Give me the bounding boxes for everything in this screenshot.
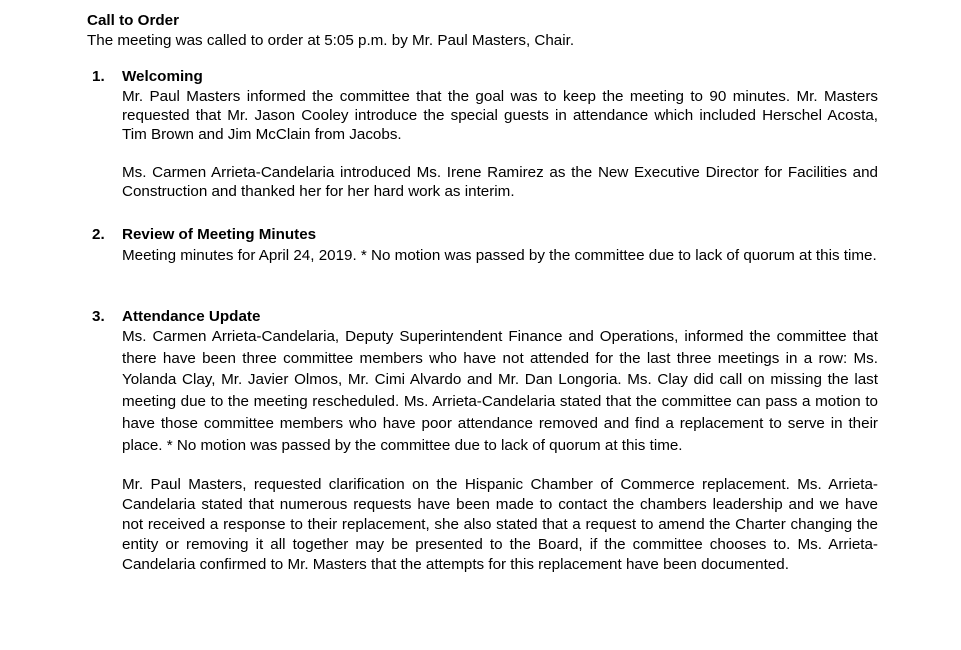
- item-paragraph: Meeting minutes for April 24, 2019. * No motion was passed by the committee due to lack of quorum at this time.: [122, 247, 877, 264]
- item-paragraph: Mr. Paul Masters informed the committee that the goal was to keep the meeting to 90 minutes. Mr. Masters requested that Mr. Jason Cooley introduce the special guests in attendance which included Herschel Acosta, Tim Brown and Jim McClain from Jacobs.: [122, 88, 878, 143]
- agenda-item-attendance-update: [92, 307, 882, 575]
- agenda-item-header: [92, 67, 882, 87]
- agenda-item-review-minutes: [92, 225, 882, 267]
- item-title: Attendance Update: [122, 308, 261, 325]
- item-number: 1.: [92, 68, 105, 85]
- call-to-order-heading: Call to Order: [87, 12, 179, 29]
- item-title: Review of Meeting Minutes: [122, 226, 317, 243]
- agenda-item-welcoming: [92, 67, 882, 201]
- item-number: 3.: [92, 308, 105, 325]
- agenda-item-header: [92, 225, 882, 245]
- item-paragraph: Mr. Paul Masters, requested clarification on the Hispanic Chamber of Commerce replacement. Ms. Arrieta-Candelaria stated that numerous requests have been made to contact the chambers leadership and we have not received a response to their replacement, she also stated that a request to amend the Charter changing the entity or removing it all together may be presented to the Board, if the committee chooses to. Ms. Arrieta-Candelaria confirmed to Mr. Masters that the attempts for this replacement have been documented.: [122, 476, 878, 574]
- item-title: Welcoming: [122, 68, 203, 85]
- item-paragraph: Ms. Carmen Arrieta-Candelaria, Deputy Superintendent Finance and Operations, informed the committee that there have been three committee members who have not attended for the last three meetings in a row: Ms. Yolanda Clay, Mr. Javier Olmos, Mr. Cimi Alvardo and Mr. Dan Longoria. Ms. Clay did call on missing the last meeting due to the meeting rescheduled. Ms. Arrieta-Candelaria stated that the committee can pass a motion to have those committee members who have poor attendance removed and find a replacement to serve in their place. * No motion was passed by the committee due to lack of quorum at this time.: [122, 328, 878, 454]
- item-paragraph: Ms. Carmen Arrieta-Candelaria introduced Ms. Irene Ramirez as the New Executive Director for Facilities and Construction and thanked her for her hard work as interim.: [122, 164, 878, 200]
- call-to-order-text: The meeting was called to order at 5:05 p.m. by Mr. Paul Masters, Chair.: [87, 32, 575, 49]
- agenda-item-header: [92, 307, 882, 327]
- item-number: 2.: [92, 226, 105, 243]
